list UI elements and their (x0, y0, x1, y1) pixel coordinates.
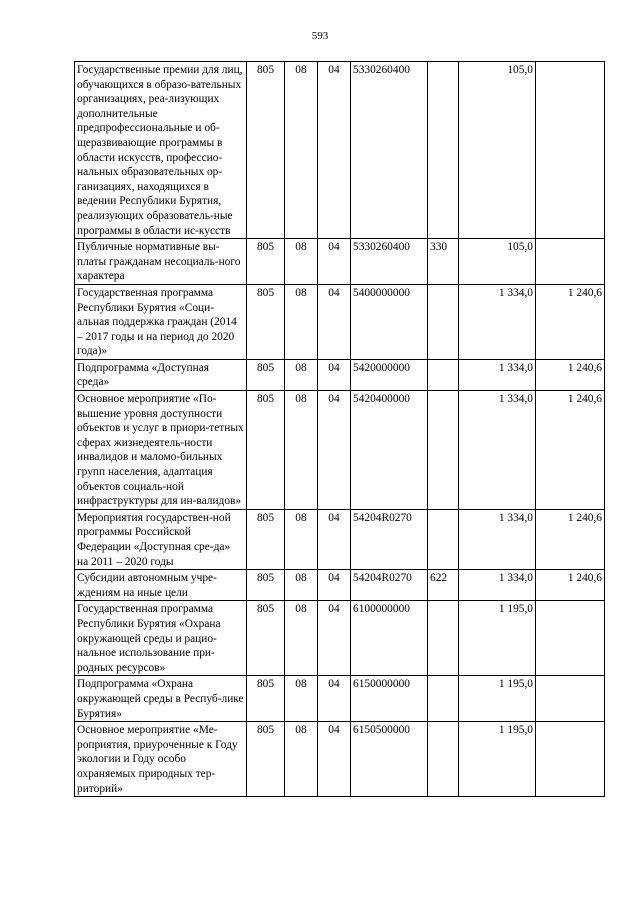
section-code-cell: 08 (285, 722, 318, 797)
row-name-cell: Основное мероприятие «Ме-роприятия, приуроченные к Году экологии и Году особо охраняемых природных тер-риторий» (75, 722, 247, 797)
amount-1-cell: 105,0 (459, 62, 536, 239)
section-code-cell: 08 (285, 391, 318, 510)
subsection-code-cell: 04 (318, 391, 351, 510)
grbs-code-cell: 805 (247, 284, 285, 359)
table-row (75, 359, 605, 390)
subsection-code-cell: 04 (318, 676, 351, 722)
subsection-code-cell: 04 (318, 570, 351, 601)
target-article-cell: 5330260400 (351, 62, 428, 239)
grbs-code-cell: 805 (247, 570, 285, 601)
subsection-code-cell: 04 (318, 722, 351, 797)
amount-2-cell: 1 240,6 (536, 359, 605, 390)
amount-1-cell: 1 334,0 (459, 359, 536, 390)
table-row (75, 239, 605, 285)
expense-type-cell: 330 (428, 239, 459, 285)
budget-table-body (75, 62, 605, 797)
amount-2-cell (536, 601, 605, 676)
amount-2-cell: 1 240,6 (536, 509, 605, 569)
grbs-code-cell: 805 (247, 62, 285, 239)
row-name-cell: Публичные нормативные вы-платы гражданам несоциаль-ного характера (75, 239, 247, 285)
grbs-code-cell: 805 (247, 722, 285, 797)
amount-2-cell (536, 676, 605, 722)
target-article-cell: 5400000000 (351, 284, 428, 359)
amount-1-cell: 1 334,0 (459, 570, 536, 601)
grbs-code-cell: 805 (247, 239, 285, 285)
table-row (75, 676, 605, 722)
section-code-cell: 08 (285, 676, 318, 722)
subsection-code-cell: 04 (318, 601, 351, 676)
amount-1-cell: 1 334,0 (459, 284, 536, 359)
target-article-cell: 6100000000 (351, 601, 428, 676)
expense-type-cell (428, 284, 459, 359)
expense-type-cell (428, 509, 459, 569)
expense-type-cell: 622 (428, 570, 459, 601)
section-code-cell: 08 (285, 62, 318, 239)
target-article-cell: 54204R0270 (351, 509, 428, 569)
table-row (75, 62, 605, 239)
amount-2-cell (536, 722, 605, 797)
amount-1-cell: 1 195,0 (459, 722, 536, 797)
amount-1-cell: 105,0 (459, 239, 536, 285)
section-code-cell: 08 (285, 359, 318, 390)
target-article-cell: 5420400000 (351, 391, 428, 510)
row-name-cell: Основное мероприятие «По-вышение уровня доступности объектов и услуг в приори-тетных сферах жизнедеятель-ности инвалидов и маломо-бильных групп населения, адаптация объектов социаль-ной инфраструктуры для ин-валидов» (75, 391, 247, 510)
target-article-cell: 6150500000 (351, 722, 428, 797)
amount-2-cell: 1 240,6 (536, 284, 605, 359)
amount-1-cell: 1 195,0 (459, 601, 536, 676)
expense-type-cell (428, 62, 459, 239)
table-row (75, 601, 605, 676)
subsection-code-cell: 04 (318, 359, 351, 390)
subsection-code-cell: 04 (318, 509, 351, 569)
row-name-cell: Государственные премии для лиц, обучающихся в образо-вательных организациях, реа-лизующих дополнительные предпрофессиональные и об-щеразвивающие программы в области искусств, профессио-нальных образовательных ор-ганизациях, находящихся в ведении Республики Бурятия, реализующих образователь-ные программы в области ис-кусств (75, 62, 247, 239)
grbs-code-cell: 805 (247, 601, 285, 676)
expense-type-cell (428, 359, 459, 390)
target-article-cell: 5330260400 (351, 239, 428, 285)
section-code-cell: 08 (285, 239, 318, 285)
amount-2-cell: 1 240,6 (536, 391, 605, 510)
expense-type-cell (428, 391, 459, 510)
amount-1-cell: 1 334,0 (459, 391, 536, 510)
expense-type-cell (428, 601, 459, 676)
section-code-cell: 08 (285, 284, 318, 359)
grbs-code-cell: 805 (247, 359, 285, 390)
row-name-cell: Мероприятия государствен-ной программы Российской Федерации «Доступная сре-да» на 2011 – 2020 годы (75, 509, 247, 569)
grbs-code-cell: 805 (247, 391, 285, 510)
row-name-cell: Государственная программа Республики Бурятия «Охрана окружающей среды и рацио-нальное использование при-родных ресурсов» (75, 601, 247, 676)
target-article-cell: 6150000000 (351, 676, 428, 722)
page-number: 593 (311, 30, 329, 42)
section-code-cell: 08 (285, 601, 318, 676)
subsection-code-cell: 04 (318, 62, 351, 239)
section-code-cell: 08 (285, 509, 318, 569)
row-name-cell: Подпрограмма «Доступная среда» (75, 359, 247, 390)
amount-1-cell: 1 334,0 (459, 509, 536, 569)
table-row (75, 284, 605, 359)
target-article-cell: 5420000000 (351, 359, 428, 390)
budget-table (74, 61, 605, 797)
table-row (75, 509, 605, 569)
row-name-cell: Субсидии автономным учре-ждениям на иные цели (75, 570, 247, 601)
subsection-code-cell: 04 (318, 239, 351, 285)
amount-2-cell (536, 62, 605, 239)
amount-1-cell: 1 195,0 (459, 676, 536, 722)
grbs-code-cell: 805 (247, 676, 285, 722)
subsection-code-cell: 04 (318, 284, 351, 359)
expense-type-cell (428, 722, 459, 797)
row-name-cell: Подпрограмма «Охрана окружающей среды в Респуб-лике Бурятия» (75, 676, 247, 722)
target-article-cell: 54204R0270 (351, 570, 428, 601)
table-row (75, 722, 605, 797)
amount-2-cell (536, 239, 605, 285)
expense-type-cell (428, 676, 459, 722)
row-name-cell: Государственная программа Республики Бурятия «Соци-альная поддержка граждан (2014 – 2017 годы и на период до 2020 года)» (75, 284, 247, 359)
section-code-cell: 08 (285, 570, 318, 601)
table-row (75, 570, 605, 601)
grbs-code-cell: 805 (247, 509, 285, 569)
amount-2-cell: 1 240,6 (536, 570, 605, 601)
table-row (75, 391, 605, 510)
